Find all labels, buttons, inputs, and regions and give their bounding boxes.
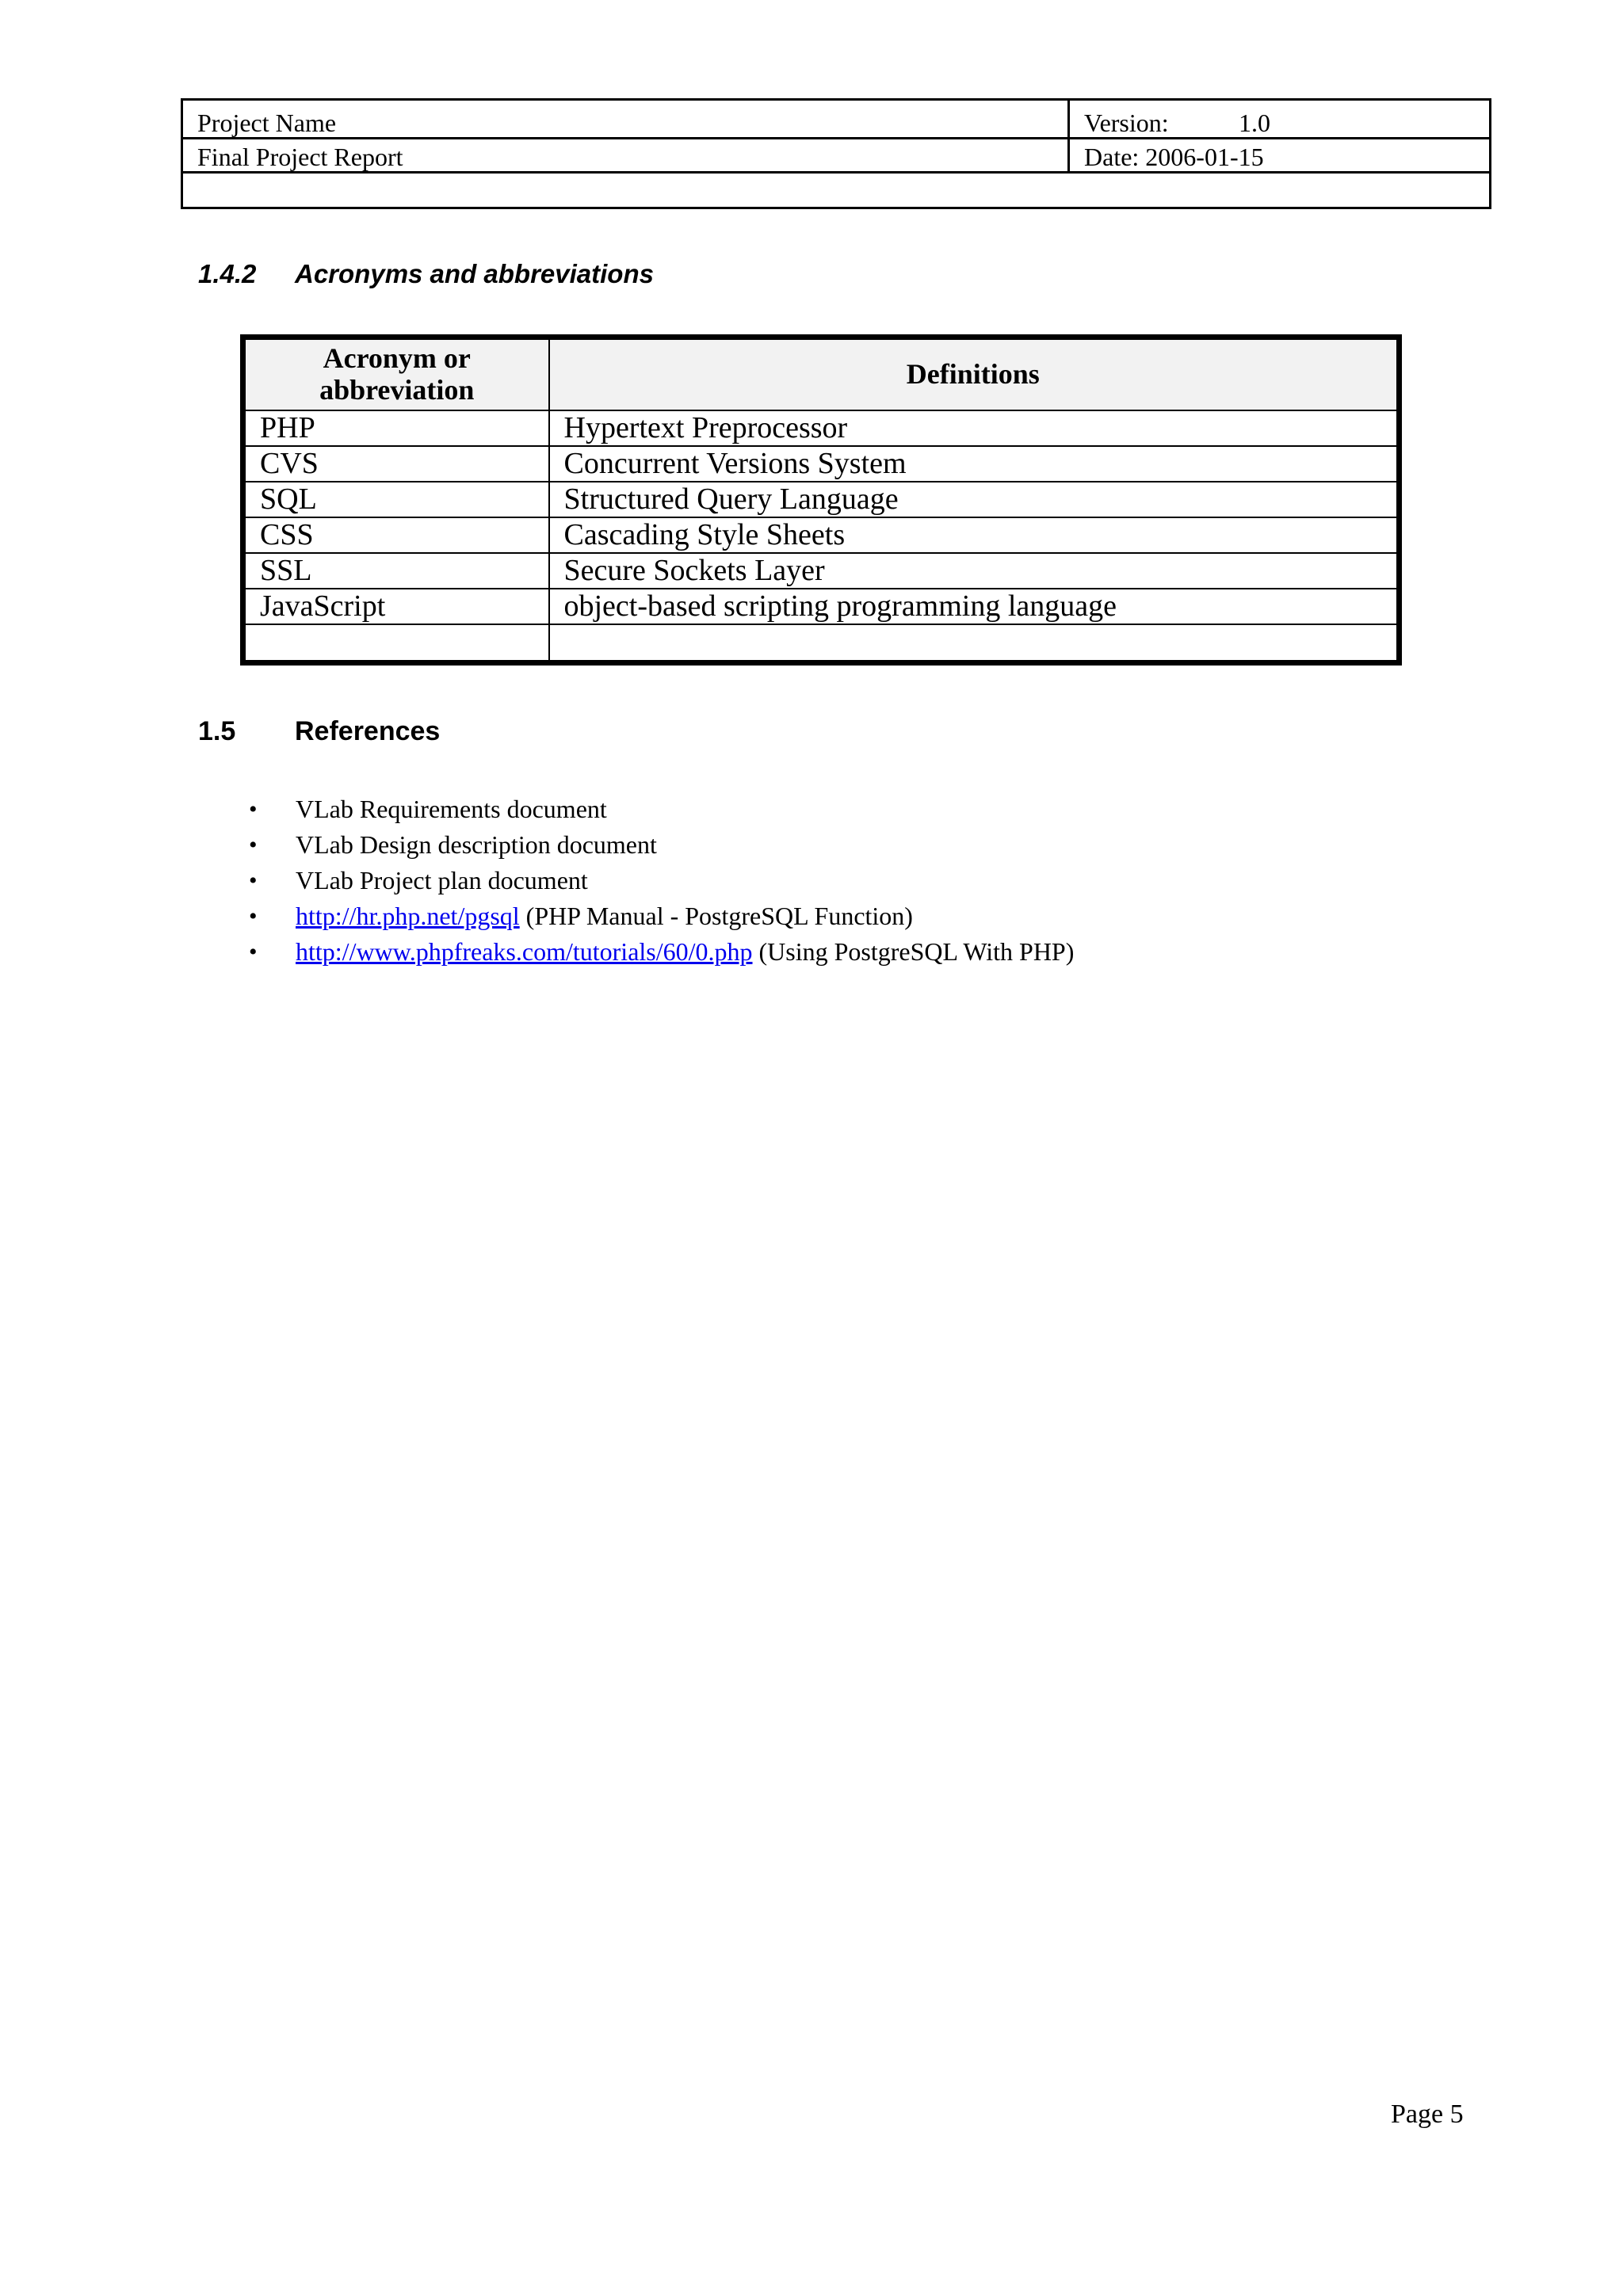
- table-row: [243, 553, 1400, 589]
- version-label: Version:: [1084, 108, 1169, 137]
- reference-text: VLab Project plan document: [296, 866, 588, 894]
- bullet-icon: •: [249, 831, 258, 858]
- reference-text: VLab Requirements document: [296, 795, 607, 823]
- references-list: [238, 791, 1074, 970]
- definition-cell: Secure Sockets Layer: [549, 553, 1400, 589]
- section-number: 1.5: [198, 716, 236, 746]
- table-row: [243, 589, 1400, 624]
- bullet-icon: •: [249, 867, 258, 894]
- empty-cell: [549, 624, 1400, 663]
- bullet-icon: •: [249, 902, 258, 929]
- section-title: References: [295, 716, 441, 746]
- definition-cell: Structured Query Language: [549, 482, 1400, 517]
- empty-cell: [243, 624, 549, 663]
- acronyms-table: [240, 334, 1402, 666]
- empty-table-row: [243, 624, 1400, 663]
- list-item: [238, 791, 1074, 827]
- acronym-cell: PHP: [243, 410, 549, 446]
- reference-text: (PHP Manual - PostgreSQL Function): [519, 902, 913, 930]
- report-title-cell: Final Project Report: [182, 139, 1069, 173]
- reference-link[interactable]: http://hr.php.net/pgsql: [296, 902, 520, 930]
- list-item: [238, 827, 1074, 863]
- list-item: [238, 934, 1074, 970]
- section-heading-references: [198, 716, 440, 747]
- reference-text: VLab Design description document: [296, 830, 657, 859]
- section-title: Acronyms and abbreviations: [295, 259, 654, 288]
- definition-cell: Cascading Style Sheets: [549, 517, 1400, 553]
- definition-cell: object-based scripting programming language: [549, 589, 1400, 624]
- reference-text: (Using PostgreSQL With PHP): [752, 937, 1075, 966]
- list-item: [238, 863, 1074, 898]
- table-row: [243, 410, 1400, 446]
- table-row: [243, 482, 1400, 517]
- version-value: 1.0: [1239, 108, 1270, 137]
- acronym-cell: SQL: [243, 482, 549, 517]
- date-cell: Date: 2006-01-15: [1069, 139, 1491, 173]
- acronym-cell: CVS: [243, 446, 549, 482]
- reference-link[interactable]: http://www.phpfreaks.com/tutorials/60/0.php: [296, 937, 753, 966]
- section-heading-acronyms: [198, 259, 654, 289]
- acronym-cell: CSS: [243, 517, 549, 553]
- project-name-cell: Project Name: [182, 100, 1069, 139]
- header-empty-row: [182, 173, 1491, 208]
- acronym-cell: SSL: [243, 553, 549, 589]
- bullet-icon: •: [249, 938, 258, 965]
- column-header-definitions: Definitions: [549, 338, 1400, 411]
- table-row: [243, 446, 1400, 482]
- document-header-table: [181, 98, 1491, 209]
- page-number: Page 5: [1391, 2100, 1464, 2129]
- acronym-cell: JavaScript: [243, 589, 549, 624]
- version-cell: [1069, 100, 1491, 139]
- bullet-icon: •: [249, 795, 258, 822]
- definition-cell: Concurrent Versions System: [549, 446, 1400, 482]
- column-header-acronym: Acronym or abbreviation: [243, 338, 549, 411]
- list-item: [238, 898, 1074, 934]
- definition-cell: Hypertext Preprocessor: [549, 410, 1400, 446]
- section-number: 1.4.2: [198, 259, 257, 288]
- table-row: [243, 517, 1400, 553]
